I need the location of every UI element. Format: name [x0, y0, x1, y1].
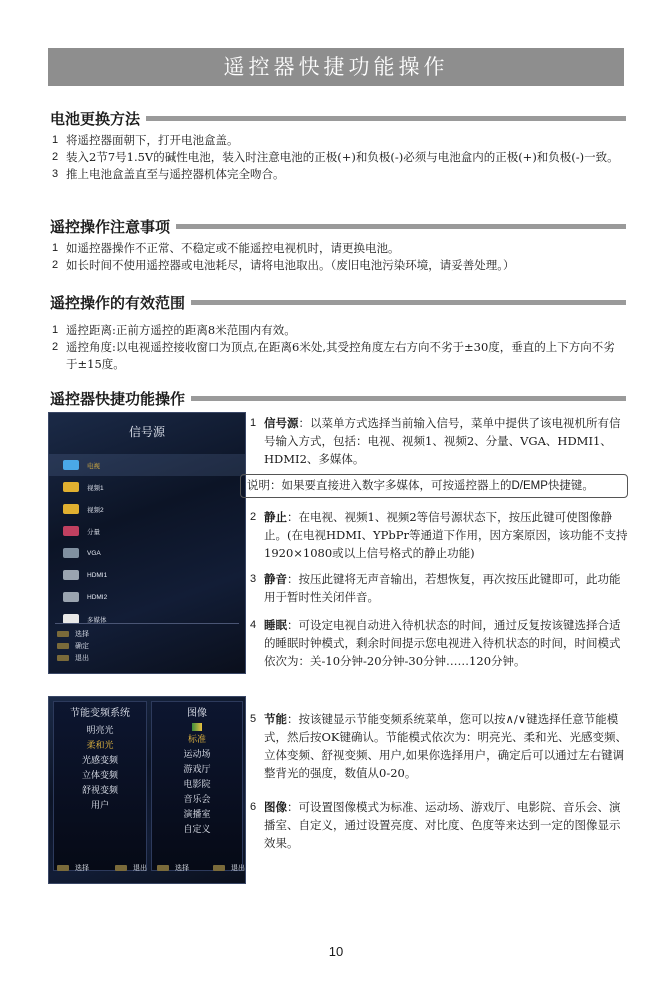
source-option-label: HDMI1	[87, 571, 108, 579]
function-5	[250, 710, 630, 782]
footer-label: 选择	[75, 631, 89, 638]
item-text: 如遥控器操作不正常、不稳定或不能遥控电视机时，请更换电池。	[66, 241, 400, 255]
section-title: 遥控操作注意事项	[50, 218, 171, 236]
source-icon	[63, 504, 79, 514]
key-icon	[213, 865, 225, 871]
menu-option[interactable]: 立体变频	[81, 770, 118, 780]
key-icon	[157, 865, 169, 871]
menu-option[interactable]: 光感变频	[81, 755, 118, 765]
function-4	[250, 616, 630, 670]
item-number: 1	[250, 417, 257, 429]
list-item	[52, 132, 624, 149]
menu-option[interactable]: 明亮光	[86, 725, 114, 735]
picture-footer-select	[157, 863, 189, 873]
function-text: ：按压此键将无声音输出，若想恢复，再次按压此键即可，此功能用于暂时性关闭伴音。	[264, 572, 621, 604]
energy-footer-exit	[115, 863, 147, 873]
source-option[interactable]	[49, 608, 245, 630]
item-number: 4	[250, 619, 257, 631]
source-menu-list	[49, 454, 245, 630]
item-number: 1	[52, 324, 59, 336]
page-banner: 遥控器快捷功能操作	[48, 48, 624, 86]
energy-menu-panel	[53, 701, 147, 871]
function-label: 静止	[264, 510, 287, 524]
item-number: 3	[52, 168, 59, 180]
picture-menu-title: 图像	[187, 708, 207, 719]
source-icon	[63, 570, 79, 580]
list-item	[52, 339, 624, 373]
key-icon	[57, 655, 69, 661]
picture-menu-list	[152, 732, 242, 837]
source-option[interactable]	[49, 586, 245, 608]
range-list	[52, 322, 624, 373]
source-icon	[63, 460, 79, 470]
source-option[interactable]	[49, 564, 245, 586]
footer-label: 退出	[231, 865, 245, 872]
multimedia-note: 说明：如果要直接进入数字多媒体，可按遥控器上的D/EMP快捷键。	[240, 474, 628, 498]
source-menu-screenshot	[48, 412, 246, 674]
key-icon	[57, 643, 69, 649]
section-rule	[146, 116, 626, 121]
item-text: 遥控角度:以电视遥控接收窗口为顶点,在距离6米处,其受控角度左右方向不劣于±30度，垂直的上下方向不劣于±15度。	[66, 340, 615, 371]
section-rule	[176, 224, 626, 229]
item-text: 装入2节7号1.5V的碱性电池，装入时注意电池的正极(+)和负极(-)必须与电池盒内的正极(+)和负极(-)一致。	[66, 150, 619, 164]
source-option[interactable]	[49, 454, 245, 476]
source-option[interactable]	[49, 476, 245, 498]
source-option-label: HDMI2	[87, 593, 108, 601]
section-title: 遥控操作的有效范围	[50, 294, 186, 312]
function-2	[250, 508, 630, 562]
footer-label: 确定	[75, 643, 89, 650]
item-number: 2	[52, 151, 59, 163]
source-icon	[63, 482, 79, 492]
function-6	[250, 798, 630, 852]
function-text: ：按该键显示节能变频系统菜单，您可以按∧/∨键选择任意节能模式，然后按OK键确认。节能模式依次为：明亮光、柔和光、光感变频、立体变频、舒视变频、用户,如果你选择用户，确定后可以通过左右键调整背光的强度，数值从0-20。	[264, 712, 628, 780]
item-number: 2	[250, 511, 257, 523]
menu-option[interactable]: 运动场	[183, 749, 211, 759]
item-text: 如长时间不使用遥控器或电池耗尽，请将电池取出。（废旧电池污染环境，请妥善处理。）	[66, 258, 515, 272]
function-3	[250, 570, 630, 606]
item-number: 6	[250, 801, 257, 813]
function-text: ：可设定电视自动进入待机状态的时间，通过反复按该键选择合适的睡眠时钟模式，剩余时间提示您电视进入待机状态的时间，时间模式依次为：关-10分钟-20分钟-30分钟……120分钟。	[264, 618, 621, 668]
menu-option[interactable]: 电影院	[183, 779, 211, 789]
key-icon	[57, 631, 69, 637]
source-option-label: 分量	[87, 528, 100, 536]
page-number: 10	[328, 944, 344, 959]
source-option-label: 视频1	[87, 484, 104, 492]
item-text: 将遥控器面朝下，打开电池盒盖。	[66, 133, 239, 147]
picture-menu-panel	[151, 701, 243, 871]
energy-menu-title: 节能变频系统	[70, 708, 130, 719]
footer-select	[57, 629, 89, 639]
battery-list	[52, 132, 624, 183]
picture-icon	[192, 723, 202, 731]
function-text: ：以菜单方式选择当前输入信号，菜单中提供了该电视机所有信号输入方式，包括：电视、视频1、视频2、分量、VGA、HDMI1、HDMI2、多媒体。	[264, 416, 621, 466]
footer-label: 退出	[133, 865, 147, 872]
source-icon	[63, 526, 79, 536]
menu-option[interactable]: 游戏厅	[183, 764, 211, 774]
energy-menu-list	[54, 723, 146, 813]
function-label: 节能	[264, 712, 287, 726]
footer-label: 选择	[75, 865, 89, 872]
menu-option[interactable]: 音乐会	[183, 794, 211, 804]
list-item	[52, 240, 624, 257]
picture-footer-exit	[213, 863, 245, 873]
function-label: 静音	[264, 572, 287, 586]
source-option-label: 多媒体	[87, 616, 107, 624]
footer-label: 退出	[75, 655, 89, 662]
source-option[interactable]	[49, 498, 245, 520]
item-text: 推上电池盒盖直至与遥控器机体完全吻合。	[66, 167, 285, 181]
source-icon	[63, 548, 79, 558]
list-item	[52, 257, 624, 274]
source-option[interactable]	[49, 520, 245, 542]
section-title: 电池更换方法	[50, 110, 141, 128]
function-label: 睡眠	[264, 618, 287, 632]
source-option[interactable]	[49, 542, 245, 564]
item-number: 1	[52, 242, 59, 254]
source-icon	[63, 592, 79, 602]
item-number: 1	[52, 134, 59, 146]
key-icon	[115, 865, 127, 871]
section-title: 遥控器快捷功能操作	[50, 390, 186, 408]
footer-confirm	[57, 641, 89, 651]
source-menu-title: 信号源	[128, 425, 165, 439]
source-option-label: VGA	[87, 549, 101, 557]
function-label: 信号源	[264, 416, 299, 430]
function-1	[250, 414, 630, 468]
key-icon	[57, 865, 69, 871]
section-quick-heading	[50, 388, 626, 409]
energy-footer-select	[57, 863, 89, 873]
item-text: 遥控距离:正前方遥控的距离8米范围内有效。	[66, 323, 296, 337]
footer-exit	[57, 653, 89, 663]
menu-option[interactable]: 演播室	[183, 809, 211, 819]
footer-label: 选择	[175, 865, 189, 872]
section-rule	[191, 300, 626, 305]
section-battery-heading	[50, 108, 626, 129]
source-option-label: 视频2	[87, 506, 104, 514]
list-item	[52, 166, 624, 183]
item-number: 5	[250, 713, 257, 725]
menu-option[interactable]: 自定义	[183, 824, 211, 834]
function-label: 图像	[264, 800, 287, 814]
menu-option[interactable]: 标准	[187, 734, 206, 744]
menu-option[interactable]: 舒视变频	[81, 785, 118, 795]
menu-option[interactable]: 柔和光	[86, 740, 114, 750]
list-item	[52, 149, 624, 166]
list-item	[52, 322, 624, 339]
item-number: 3	[250, 573, 257, 585]
section-range-heading	[50, 292, 626, 313]
function-text: ：可设置图像模式为标准、运动场、游戏厅、电影院、音乐会、演播室、自定义，通过设置亮度、对比度、色度等来达到一定的图像显示效果。	[264, 800, 621, 850]
divider	[55, 623, 239, 624]
function-text: ：在电视、视频1、视频2等信号源状态下，按压此键可使图像静止。(在电视HDMI、YPbPr等通道下作用，因方案原因，该功能不支持1920×1080或以上信号格式的静止功能)	[264, 510, 628, 560]
section-rule	[191, 396, 626, 401]
section-notes-heading	[50, 216, 626, 237]
source-option-label: 电视	[87, 462, 100, 470]
item-number: 2	[52, 259, 59, 271]
energy-picture-screenshot	[48, 696, 246, 884]
notes-list	[52, 240, 624, 274]
menu-option[interactable]: 用户	[90, 800, 109, 810]
item-number: 2	[52, 341, 59, 353]
